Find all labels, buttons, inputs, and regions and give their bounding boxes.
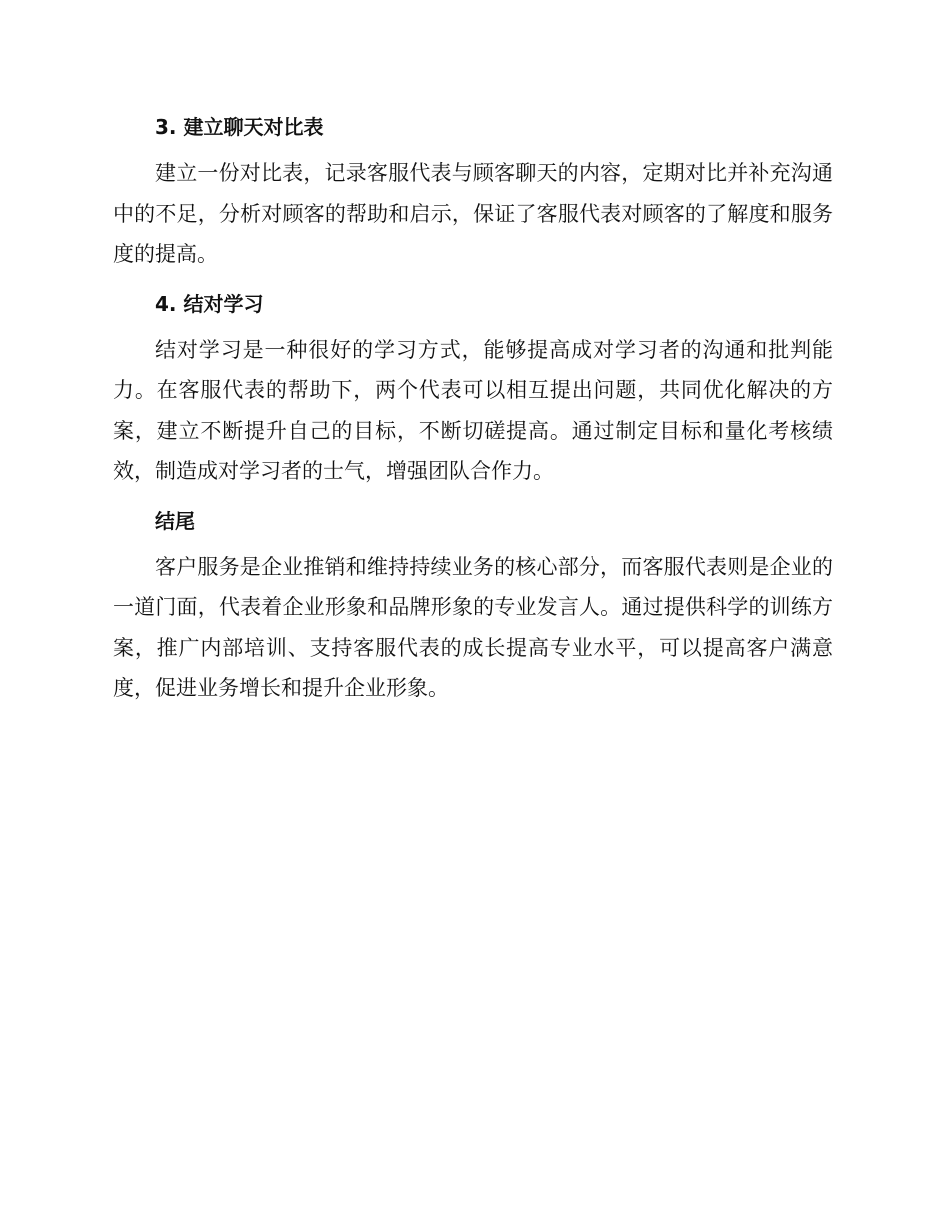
section-paragraph-conclusion: 客户服务是企业推销和维持持续业务的核心部分，而客服代表则是企业的一道门面，代表着企业形象和品牌形象的专业发言人。通过提供科学的训练方案，推广内部培训、支持客服代表的成长提高专业水平，可以提高客户满意度，促进业务增长和提升企业形象。	[113, 554, 833, 700]
section-heading-pair-learning: 4. 结对学习	[155, 291, 264, 316]
document-page	[113, 112, 833, 709]
section-paragraph-pair-learning: 结对学习是一种很好的学习方式，能够提高成对学习者的沟通和批判能力。在客服代表的帮助下，两个代表可以相互提出问题，共同优化解决的方案，建立不断提升自己的目标，不断切磋提高。通过制定目标和量化考核绩效，制造成对学习者的士气，增强团队合作力。	[113, 337, 833, 483]
section-heading-conclusion: 结尾	[155, 508, 195, 533]
section-paragraph-chat-comparison: 建立一份对比表，记录客服代表与顾客聊天的内容，定期对比并补充沟通中的不足，分析对顾客的帮助和启示，保证了客服代表对顾客的了解度和服务度的提高。	[113, 161, 833, 266]
section-heading-chat-comparison: 3. 建立聊天对比表	[155, 115, 324, 139]
